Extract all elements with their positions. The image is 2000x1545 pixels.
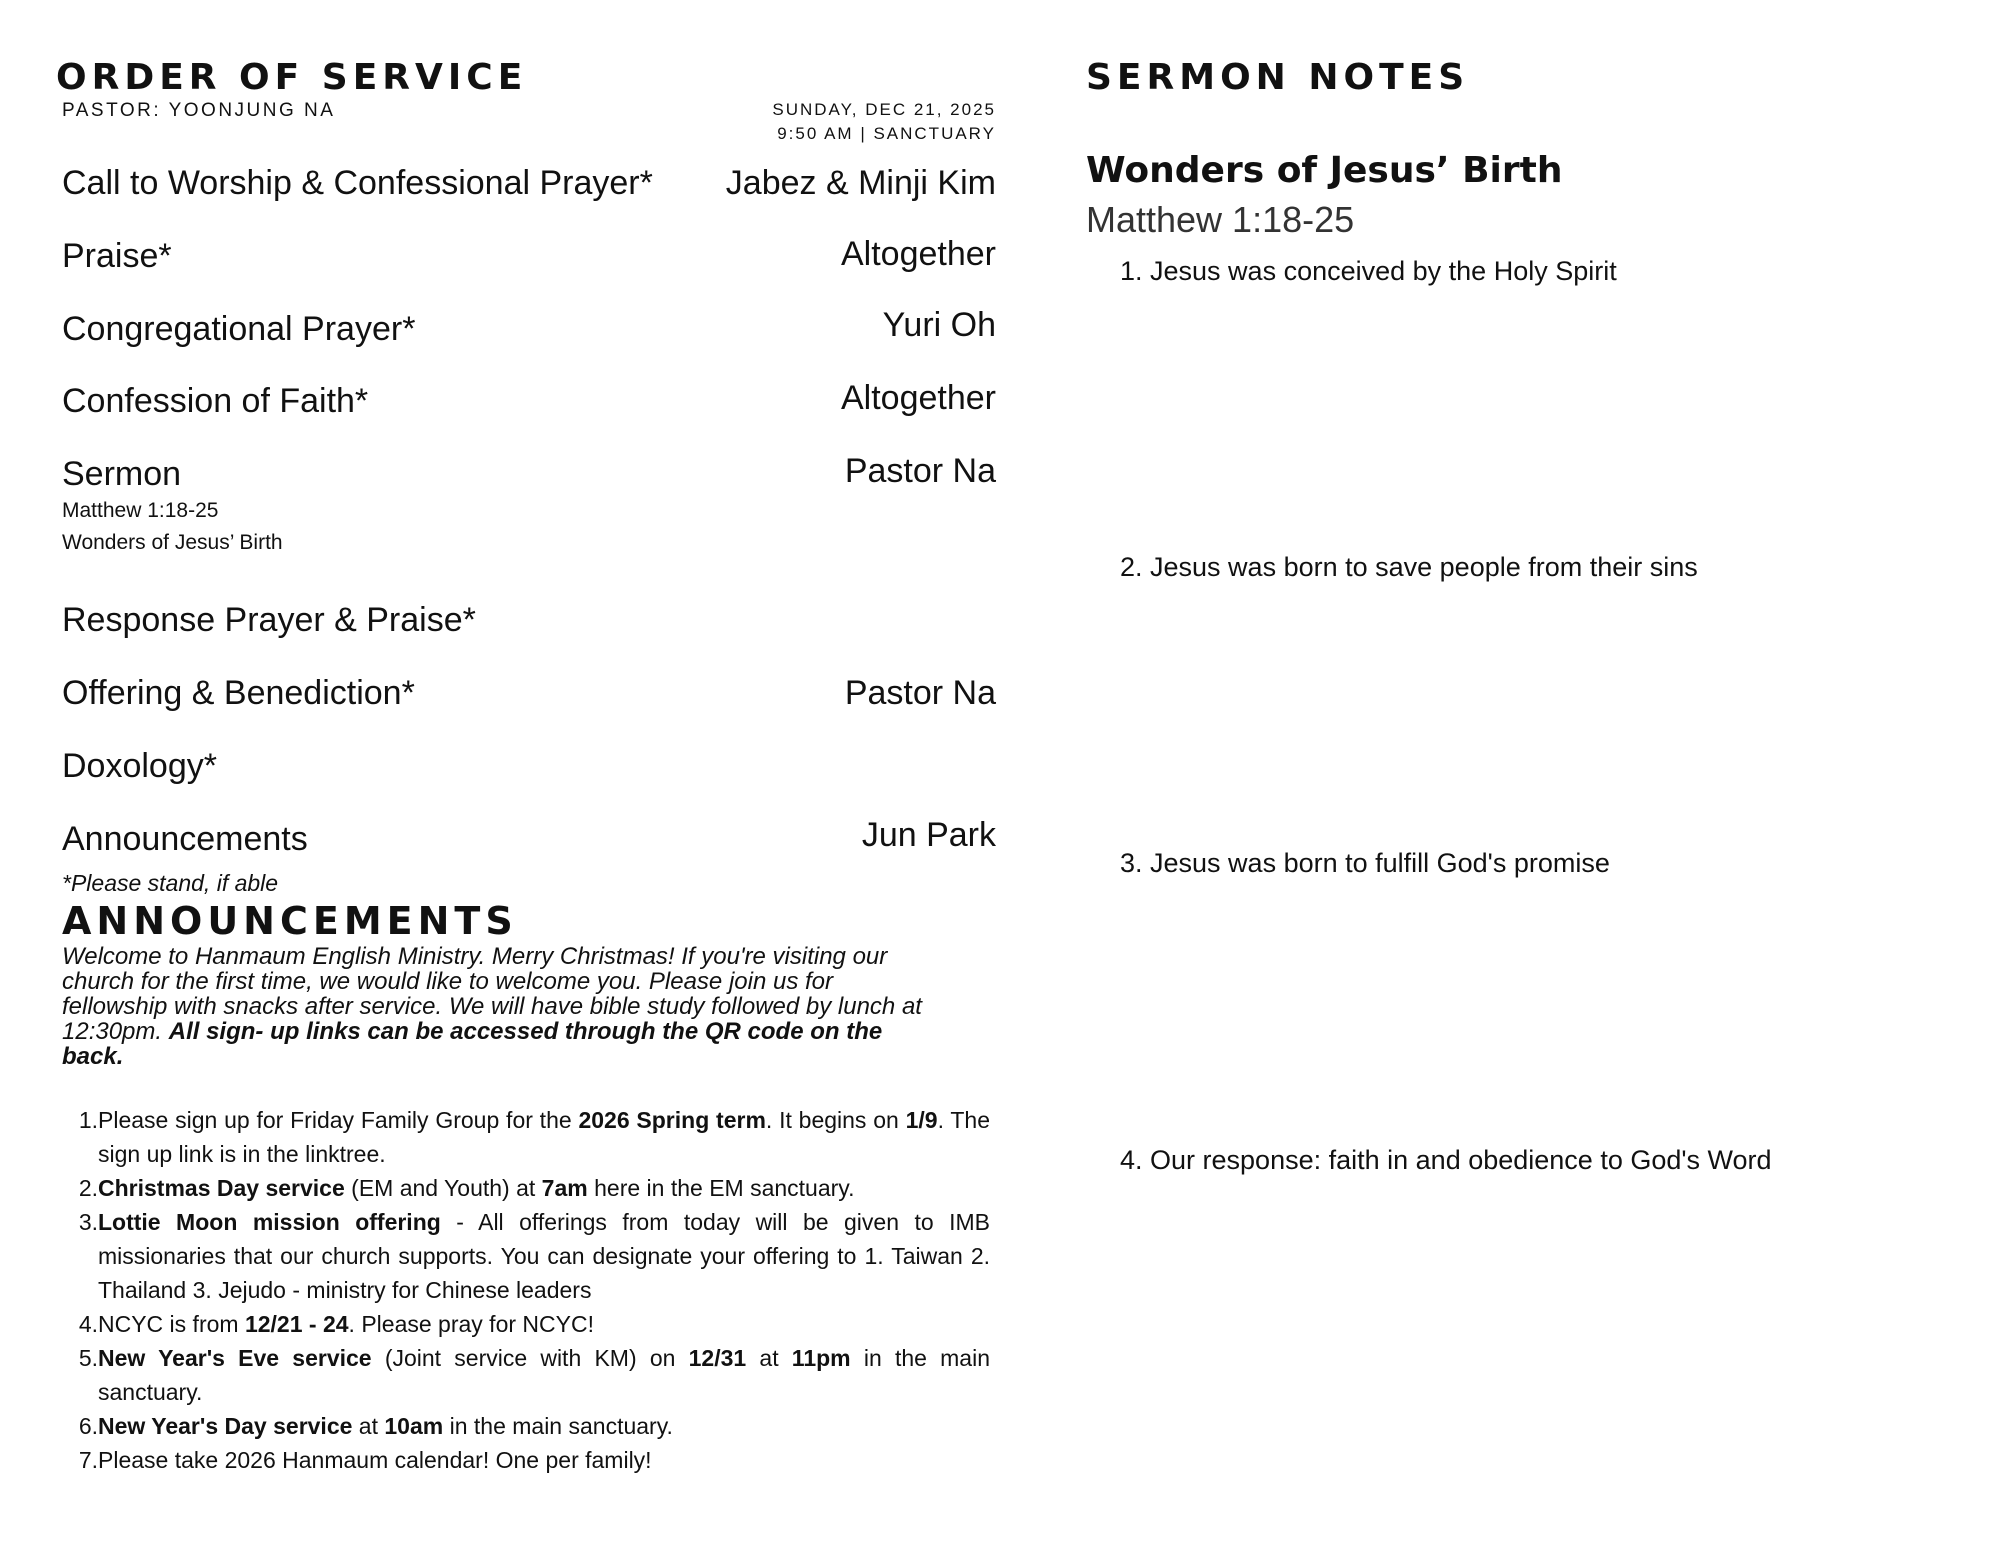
service-date-block xyxy=(772,98,996,147)
announcement-number: 1. xyxy=(78,1107,98,1134)
stand-note: *Please stand, if able xyxy=(62,869,279,896)
announcement-item xyxy=(62,1307,990,1341)
order-title: ORDER OF SERVICE xyxy=(56,57,528,98)
order-item-name: Call to Worship & Confessional Prayer* xyxy=(62,163,653,202)
service-date: SUNDAY, DEC 21, 2025 xyxy=(772,99,996,119)
announcements-intro-text: Welcome to Hanmaum English Ministry. Merry Christmas! If you're visiting our church for the first time, we would like to welcome you. Please join us for fellowship with snacks after service. We will have bible study followed by lunch at 12:30pm. xyxy=(62,943,922,1046)
service-time-place: 9:50 AM | SANCTUARY xyxy=(777,124,996,144)
announcements-intro-bold: All sign- up links can be accessed through the QR code on the back. xyxy=(62,1018,883,1071)
announcement-number: 4. xyxy=(78,1311,98,1338)
announcement-item xyxy=(62,1103,990,1171)
announcements-intro xyxy=(62,944,942,1069)
announcement-item xyxy=(62,1341,990,1409)
order-item xyxy=(56,672,996,745)
order-item xyxy=(56,599,996,672)
announcement-text: Please take 2026 Hanmaum calendar! One per family! xyxy=(98,1447,652,1474)
sermon-point: 2. Jesus was born to save people from their sins xyxy=(1120,552,1698,582)
sermon-notes-title: SERMON NOTES xyxy=(1086,57,1470,98)
announcement-text: NCYC is from 12/21 - 24. Please pray for NCYC! xyxy=(98,1311,594,1338)
pastor-name: PASTOR: YOONJUNG NA xyxy=(62,99,336,121)
order-item-leader: Pastor Na xyxy=(844,451,996,490)
service-info xyxy=(56,98,996,150)
order-item-name: Response Prayer & Praise* xyxy=(62,600,476,639)
order-item-leader: Yuri Oh xyxy=(882,305,996,344)
announcement-number: 5. xyxy=(78,1345,98,1372)
announcement-number: 2. xyxy=(78,1175,98,1202)
order-item-name: Announcements xyxy=(62,819,308,858)
sermon-passage-detail: Matthew 1:18-25 xyxy=(62,498,219,522)
order-item-name: Confession of Faith* xyxy=(62,381,369,420)
announcement-text: New Year's Eve service (Joint service with KM) on 12/31 at 11pm in the main sanctuary. xyxy=(98,1345,990,1406)
order-item-name: Sermon xyxy=(62,454,182,493)
sermon-title: Wonders of Jesus’ Birth xyxy=(1086,149,1563,191)
sermon-passage: Matthew 1:18-25 xyxy=(1086,198,1355,240)
order-item xyxy=(56,305,996,380)
announcement-item xyxy=(62,1205,990,1307)
sermon-point: 1. Jesus was conceived by the Holy Spirit xyxy=(1120,256,1617,286)
order-item-leader: Jun Park xyxy=(861,815,996,854)
order-item xyxy=(56,235,996,308)
order-item-leader: Altogether xyxy=(841,378,996,417)
sermon-point: 3. Jesus was born to fulfill God's promise xyxy=(1120,848,1610,878)
announcement-number: 6. xyxy=(78,1413,98,1440)
announcement-number: 7. xyxy=(78,1447,98,1474)
announcement-item xyxy=(62,1171,990,1205)
announcements-title: ANNOUNCEMENTS xyxy=(62,898,518,943)
order-item xyxy=(56,380,996,453)
announcement-list xyxy=(62,1103,990,1477)
order-item-name: Praise* xyxy=(62,236,172,275)
sermon-notes-column xyxy=(1086,57,1966,1175)
announcement-item xyxy=(62,1443,990,1477)
announcement-item xyxy=(62,1409,990,1443)
announcement-text: Christmas Day service (EM and Youth) at 7am here in the EM sanctuary. xyxy=(98,1175,855,1202)
announcement-text: Lottie Moon mission offering - All offerings from today will be given to IMB missionaries that our church supports. You can designate your offering to 1. Taiwan 2. Thailand 3. Jejudo - ministry for Chinese leaders xyxy=(98,1209,990,1304)
sermon-title-detail: Wonders of Jesus’ Birth xyxy=(62,530,283,554)
order-item xyxy=(56,815,996,860)
order-item-name: Congregational Prayer* xyxy=(62,309,416,348)
sermon-point: 4. Our response: faith in and obedience to God's Word xyxy=(1120,1145,1772,1175)
order-item-leader: Jabez & Minji Kim xyxy=(725,163,996,202)
order-item-name: Offering & Benediction* xyxy=(62,673,415,712)
order-item-leader: Altogether xyxy=(841,234,996,273)
announcement-text: New Year's Day service at 10am in the main sanctuary. xyxy=(98,1413,673,1440)
order-item-leader: Pastor Na xyxy=(844,673,996,712)
order-item-name: Doxology* xyxy=(62,746,217,785)
order-item xyxy=(56,162,996,235)
announcement-text: Please sign up for Friday Family Group for the 2026 Spring term. It begins on 1/9. The sign up link is in the linktree. xyxy=(98,1107,990,1168)
announcement-number: 3. xyxy=(78,1209,98,1236)
order-of-service-column xyxy=(56,58,996,1477)
order-list xyxy=(56,162,996,860)
order-item-sermon xyxy=(56,453,996,599)
order-item xyxy=(56,745,996,818)
